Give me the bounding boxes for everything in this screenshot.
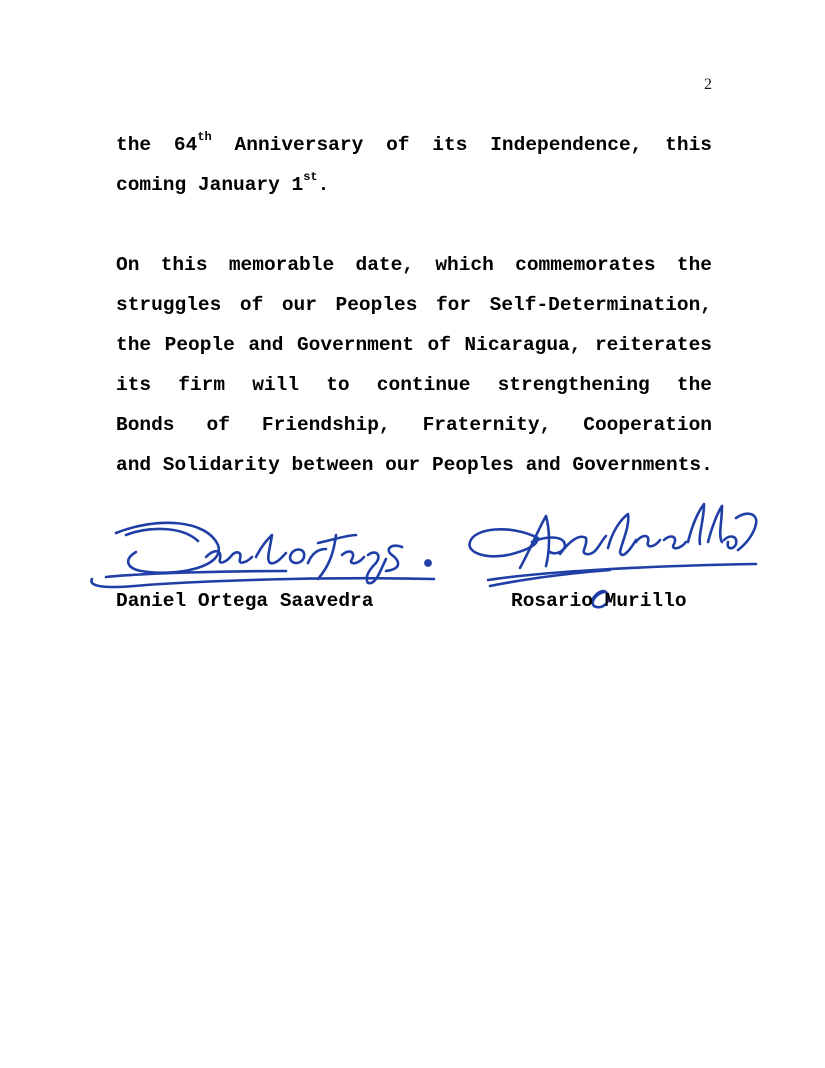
ordinal-superscript: th — [197, 129, 212, 144]
paragraph-2-line: On this memorable date, which commemorates the — [116, 254, 712, 276]
paragraph-2-line: struggles of our Peoples for Self-Determination, — [116, 294, 712, 316]
text-fragment: coming January 1 — [116, 174, 304, 196]
signatory-name: Daniel Ortega Saavedra — [116, 590, 374, 612]
signature-daniel-ortega — [86, 505, 446, 595]
page-number: 2 — [704, 76, 712, 93]
paragraph-2-line: the People and Government of Nicaragua, reiterates — [116, 334, 712, 356]
signatory-name: Rosario Murillo — [511, 590, 687, 612]
paragraph-2-line: and Solidarity between our Peoples and Governments. — [116, 454, 713, 476]
paragraph-2-line: Bonds of Friendship, Fraternity, Cooperation — [116, 414, 712, 436]
text-fragment: the 64 — [116, 134, 198, 156]
paragraph-2 — [116, 245, 712, 485]
text-fragment: . — [317, 174, 330, 196]
paragraph-1-line-1 — [116, 125, 712, 165]
ordinal-superscript: st — [303, 169, 318, 184]
paragraph-1-line-2 — [116, 165, 712, 205]
paragraph-2-line: its firm will to continue strengthening the — [116, 374, 712, 396]
paragraph-1 — [116, 125, 712, 205]
text-fragment: Anniversary of its Independence, this — [211, 134, 712, 156]
